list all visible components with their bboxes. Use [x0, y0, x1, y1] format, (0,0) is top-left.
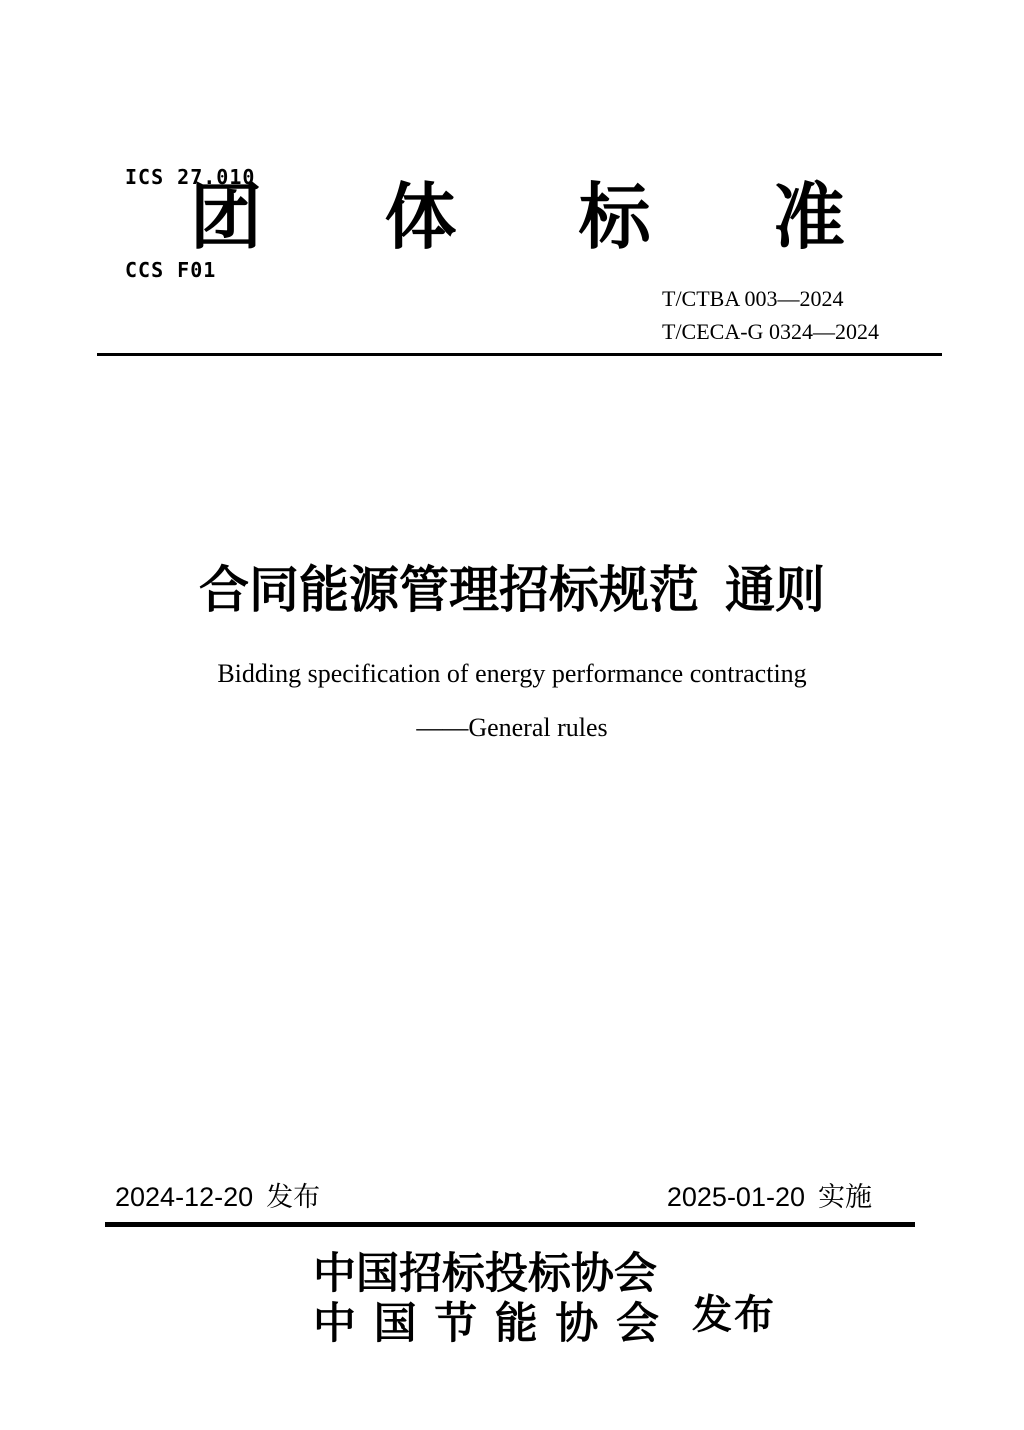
issuer-name-2-char: 节 — [434, 1301, 478, 1348]
standard-number-primary: T/CTBA 003—2024 — [662, 286, 844, 311]
issuer-name-2-char: 协 — [555, 1301, 599, 1348]
standard-type-title — [190, 178, 845, 258]
issuer-name-2 — [313, 1300, 659, 1350]
document-title-cn: 合同能源管理招标规范 通则 — [199, 562, 825, 618]
implement-date: 2025-01-20 — [666, 1182, 805, 1212]
publish-date: 2024-12-20 — [115, 1182, 254, 1212]
issuer-name-2-char: 国 — [373, 1301, 417, 1348]
standard-type-char: 团 — [190, 178, 263, 258]
issuer-name-2-char: 中 — [313, 1301, 356, 1348]
document-subtitle-en: ——General rules — [416, 713, 608, 742]
implement-label: 实施 — [818, 1182, 872, 1212]
standard-type-char: 准 — [772, 178, 845, 258]
bottom-divider-rule — [105, 1222, 915, 1227]
document-title-en: Bidding specification of energy performance contracting — [217, 659, 807, 688]
standard-number-secondary: T/CECA-G 0324—2024 — [662, 319, 879, 344]
ics-code: ICS 27.010 — [125, 165, 256, 189]
ccs-code: CCS F01 — [125, 258, 217, 282]
implement-date-block — [667, 1175, 872, 1214]
publish-date-block — [115, 1175, 320, 1214]
issuer-name-2-char: 能 — [494, 1301, 538, 1348]
issuer-name-1: 中国招标投标协会 — [313, 1251, 657, 1298]
issuing-organizations — [313, 1250, 659, 1350]
issuer-name-2-char: 会 — [615, 1301, 659, 1348]
issue-action-label: 发布 — [692, 1292, 776, 1337]
standard-type-char: 标 — [578, 178, 651, 258]
top-divider-rule — [97, 353, 942, 356]
publish-label: 发布 — [266, 1182, 321, 1212]
standard-type-char: 体 — [384, 178, 457, 258]
standard-number-block — [662, 282, 879, 348]
